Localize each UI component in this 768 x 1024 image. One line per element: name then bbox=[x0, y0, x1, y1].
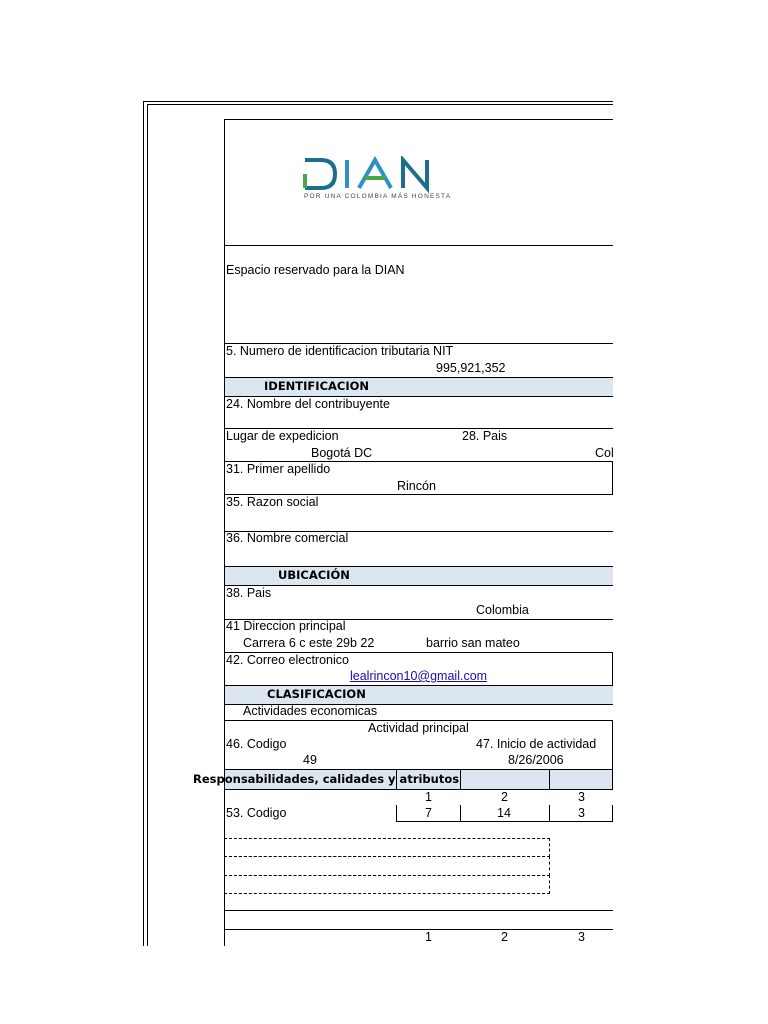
section-ubicacion: UBICACIÓN bbox=[278, 568, 350, 582]
dashed-box-1 bbox=[224, 838, 550, 857]
divider bbox=[224, 377, 613, 378]
page-frame-left-outer bbox=[143, 101, 144, 946]
nit-label: 5. Numero de identificacion tributaria NIT bbox=[226, 344, 454, 358]
actividad-principal-label: Actividad principal bbox=[368, 721, 469, 735]
logo-letter-d bbox=[305, 160, 335, 188]
column-divider bbox=[460, 770, 461, 789]
page-frame-top-outer bbox=[143, 101, 613, 102]
divider bbox=[224, 910, 613, 911]
codigo-46-label: 46. Codigo bbox=[226, 737, 287, 751]
bottom-column-2: 2 bbox=[501, 930, 508, 944]
column-divider bbox=[460, 805, 461, 822]
column-divider bbox=[549, 805, 550, 822]
inicio-actividad-value: 8/26/2006 bbox=[508, 753, 564, 767]
nit-value: 995,921,352 bbox=[436, 361, 506, 375]
logo-tagline: POR UNA COLOMBIA MÁS HONESTA bbox=[304, 193, 452, 200]
primer-apellido-value: Rincón bbox=[397, 479, 436, 493]
primer-apellido-label: 31. Primer apellido bbox=[226, 462, 331, 476]
column-divider bbox=[612, 805, 613, 822]
logo-box bbox=[224, 119, 613, 246]
codigo-53-value-2: 14 bbox=[497, 806, 511, 820]
divider bbox=[224, 585, 613, 586]
lugar-expedicion-label: Lugar de expedicion bbox=[226, 429, 339, 443]
divider bbox=[224, 789, 613, 790]
inicio-actividad-label: 47. Inicio de actividad bbox=[476, 737, 597, 751]
reserved-space-label: Espacio reservado para la DIAN bbox=[226, 263, 405, 277]
pais-value: Col bbox=[595, 446, 614, 460]
logo-letter-n bbox=[403, 160, 427, 188]
page-frame-top-inner bbox=[147, 104, 613, 105]
resp-column-3: 3 bbox=[578, 790, 585, 804]
ubicacion-pais-label: 38. Pais bbox=[226, 586, 272, 600]
column-divider bbox=[396, 805, 397, 822]
resp-column-2: 2 bbox=[501, 790, 508, 804]
bottom-column-1: 1 bbox=[425, 930, 432, 944]
dashed-box-2 bbox=[224, 856, 550, 876]
direccion-value: Carrera 6 c este 29b 22 bbox=[243, 636, 375, 650]
pais-label: 28. Pais bbox=[462, 429, 508, 443]
resp-column-1: 1 bbox=[425, 790, 432, 804]
logo-letter-a bbox=[359, 160, 391, 188]
codigo-53-label: 53. Codigo bbox=[226, 806, 287, 820]
section-clasificacion: CLASIFICACION bbox=[267, 687, 366, 701]
codigo-53-value-3: 3 bbox=[578, 806, 585, 820]
lugar-expedicion-value: Bogotá DC bbox=[311, 446, 373, 460]
divider bbox=[224, 566, 613, 567]
codigo-46-value: 49 bbox=[303, 753, 317, 767]
nombre-contribuyente-label: 24. Nombre del contribuyente bbox=[226, 397, 390, 411]
correo-label: 42. Correo electronico bbox=[226, 653, 349, 667]
actividades-label: Actividades economicas bbox=[243, 704, 378, 718]
column-divider bbox=[612, 770, 613, 789]
bottom-column-3: 3 bbox=[578, 930, 585, 944]
nombre-comercial-label: 36. Nombre comercial bbox=[226, 531, 349, 545]
column-divider bbox=[549, 770, 550, 789]
page-frame-left-inner bbox=[147, 104, 148, 946]
dashed-box-3 bbox=[224, 875, 550, 894]
correo-link[interactable]: lealrincon10@gmail.com bbox=[350, 669, 488, 683]
barrio-value: barrio san mateo bbox=[426, 636, 520, 650]
direccion-label: 41 Direccion principal bbox=[226, 619, 346, 633]
razon-social-label: 35. Razon social bbox=[226, 495, 319, 509]
section-responsabilidades: Responsabilidades, calidades y atributos bbox=[193, 772, 460, 786]
divider bbox=[224, 929, 613, 930]
codigo-53-value-1: 7 bbox=[425, 806, 432, 820]
ubicacion-pais-value: Colombia bbox=[476, 603, 529, 617]
divider bbox=[396, 821, 613, 822]
section-identificacion: IDENTIFICACION bbox=[264, 379, 370, 393]
